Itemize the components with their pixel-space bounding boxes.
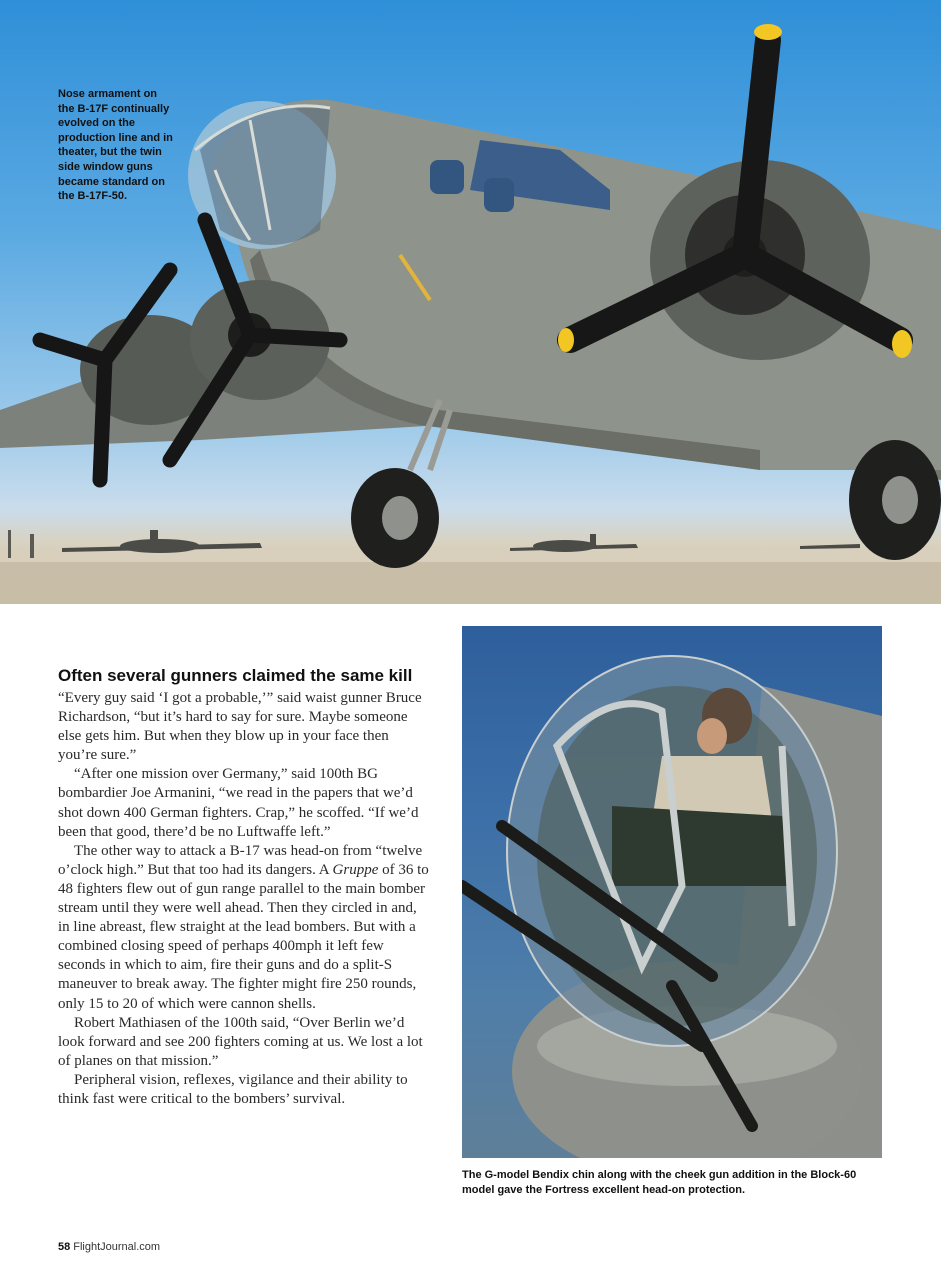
paragraph-4: Robert Mathiasen of the 100th said, “Over Berlin we’d look forward and see 200 fighters coming at us. We lost a lot of planes on that mission.” — [58, 1014, 423, 1069]
site-name: FlightJournal.com — [73, 1241, 161, 1253]
chin-turret-illustration — [462, 626, 882, 1158]
paragraph-2: “After one mission over Germany,” said 100th BG bombardier Joe Armanini, “we read in the papers that we’d shot down 400 German fighters. Crap,” he scoffed. “If we’d been that good, there’d be no Luftwaffe left.” — [58, 766, 419, 840]
paragraph-3-lead: The other way to attack a B-17 was head-on from “twelve o’clock high.” But that too had its dangers. A — [58, 842, 423, 878]
paragraph-3-rest: of 36 to 48 fighters flew out of gun range parallel to the main bomber stream until they were well ahead. Then they circled in and, in line abreast, flew straight at the lead bombers. But with a combined closing speed of perhaps 400mph it left few seconds in which to aim, fire their guns and do a split-S maneuver to break away. The fighter might fire 250 rounds, only 15 to 20 of which were cannon shells. — [58, 861, 429, 1012]
paragraph-1: “Every guy said ‘I got a probable,’” said waist gunner Bruce Richardson, “but it’s hard to say for sure. Maybe someone else gets him. But when they blow up in your face then you’re sure.” — [58, 690, 422, 764]
page-folio — [58, 1241, 160, 1253]
paragraph-3 — [58, 842, 430, 1014]
chin-turret-photo — [462, 626, 882, 1158]
section-heading: Often several gunners claimed the same kill — [58, 666, 413, 685]
page-number: 58 — [58, 1241, 71, 1253]
paragraph-3-italic-term: Gruppe — [332, 861, 379, 878]
paragraph-5: Peripheral vision, reflexes, vigilance and their ability to think fast were critical to the bombers’ survival. — [58, 1071, 408, 1107]
article-column — [58, 665, 430, 1109]
hero-photo — [0, 0, 941, 604]
hero-photo-caption: Nose armament on the B-17F continually evolved on the production line and in theater, but the twin side window guns became standard on the B-17F-50. — [58, 88, 173, 203]
chin-turret-caption: The G-model Bendix chin along with the cheek gun addition in the Block-60 model gave the Fortress excellent head-on protection. — [462, 1169, 857, 1196]
